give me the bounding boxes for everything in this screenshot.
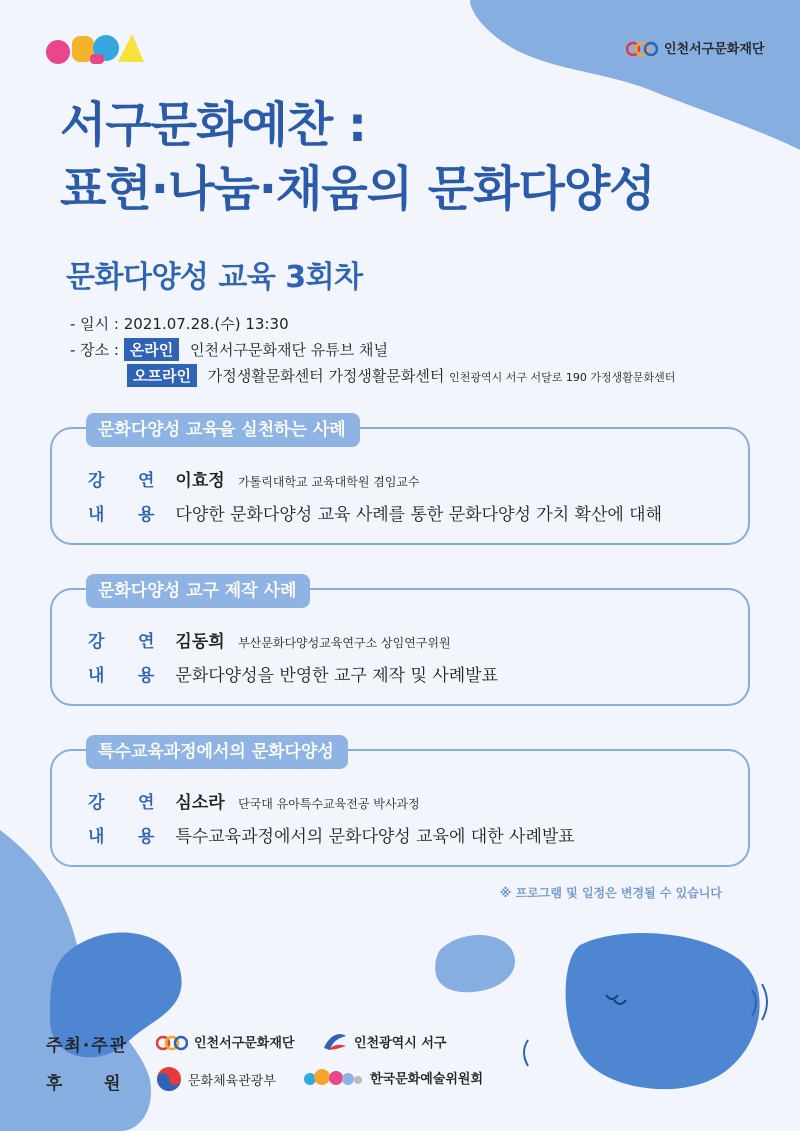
event-subtitle: 문화다양성 교육 3회차 xyxy=(66,260,363,295)
offline-tag: 오프라인 xyxy=(127,364,197,387)
org-logo xyxy=(626,38,764,57)
seogu-emblem-icon xyxy=(322,1030,348,1052)
online-value: 인천서구문화재단 유튜브 채널 xyxy=(190,341,388,359)
section-title-3: 특수교육과정에서의 문화다양성 xyxy=(86,735,348,769)
speaker-row-1 xyxy=(88,466,420,491)
content-text: 특수교육과정에서의 문화다양성 교육에 대한 사례발표 xyxy=(175,827,575,847)
main-title-line1: 서구문화예찬 : xyxy=(60,97,367,153)
rings-logo-icon xyxy=(626,39,658,57)
section-title-2: 문화다양성 교구 제작 사례 xyxy=(86,574,310,608)
sponsor-logo-ministry: 문화체육관광부 xyxy=(156,1066,276,1092)
host-logo-seogu: 인천광역시 서구 xyxy=(322,1030,446,1052)
content-label: 내 용 xyxy=(88,666,155,686)
place-row-online xyxy=(70,338,388,361)
speaker-row-2 xyxy=(88,627,451,652)
sponsor-logo-arts-council: 한국문화예술위원회 xyxy=(302,1066,483,1088)
content-text: 다양한 문화다양성 교육 사례를 통한 문화다양성 가치 확산에 대해 xyxy=(175,505,663,525)
sponsor-label: 후 원 xyxy=(46,1074,123,1094)
rings-logo-icon xyxy=(156,1033,188,1051)
speaker-label: 강 연 xyxy=(88,471,155,491)
content-label: 내 용 xyxy=(88,505,155,525)
org-logo-text: 인천서구문화재단 xyxy=(664,42,765,57)
colorful-logo-icon xyxy=(38,26,148,68)
date-value: 2021.07.28.(수) 13:30 xyxy=(123,315,289,333)
host-label: 주최·주관 xyxy=(46,1036,129,1056)
speaker-affiliation: 부산문화다양성교육연구소 상임연구위원 xyxy=(238,636,451,650)
content-row-2 xyxy=(88,661,498,686)
date-row xyxy=(70,313,289,334)
place-row-offline xyxy=(127,364,675,387)
date-label: - 일시 : xyxy=(70,315,119,333)
host-logo-foundation: 인천서구문화재단 xyxy=(156,1032,294,1051)
online-tag: 온라인 xyxy=(124,338,179,361)
taegeuk-icon xyxy=(156,1066,182,1092)
speaker-label: 강 연 xyxy=(88,632,155,652)
main-title-line2: 표현·나눔·채움의 문화다양성 xyxy=(60,161,655,217)
content-row-3 xyxy=(88,822,575,847)
offline-address: 인천광역시 서구 서달로 190 가정생활문화센터 xyxy=(449,371,676,384)
speaker-affiliation: 단국대 유아특수교육전공 박사과정 xyxy=(238,797,420,811)
speaker-label: 강 연 xyxy=(88,793,155,813)
speaker-name: 김동희 xyxy=(175,632,225,652)
speaker-row-3 xyxy=(88,788,420,813)
content-row-1 xyxy=(88,500,662,525)
speaker-name: 심소라 xyxy=(175,793,225,813)
schedule-notice: ※ 프로그램 및 일정은 변경될 수 있습니다 xyxy=(499,886,722,900)
offline-value: 가정생활문화센터 가정생활문화센터 xyxy=(207,367,445,385)
place-label: - 장소 : xyxy=(70,341,119,359)
content-label: 내 용 xyxy=(88,827,155,847)
speaker-name: 이효정 xyxy=(175,471,225,491)
speaker-affiliation: 가톨릭대학교 교육대학원 겸임교수 xyxy=(238,475,420,489)
arts-council-logo-icon xyxy=(302,1066,364,1088)
content-text: 문화다양성을 반영한 교구 제작 및 사례발표 xyxy=(175,666,499,686)
section-title-1: 문화다양성 교육을 실천하는 사례 xyxy=(86,413,360,447)
